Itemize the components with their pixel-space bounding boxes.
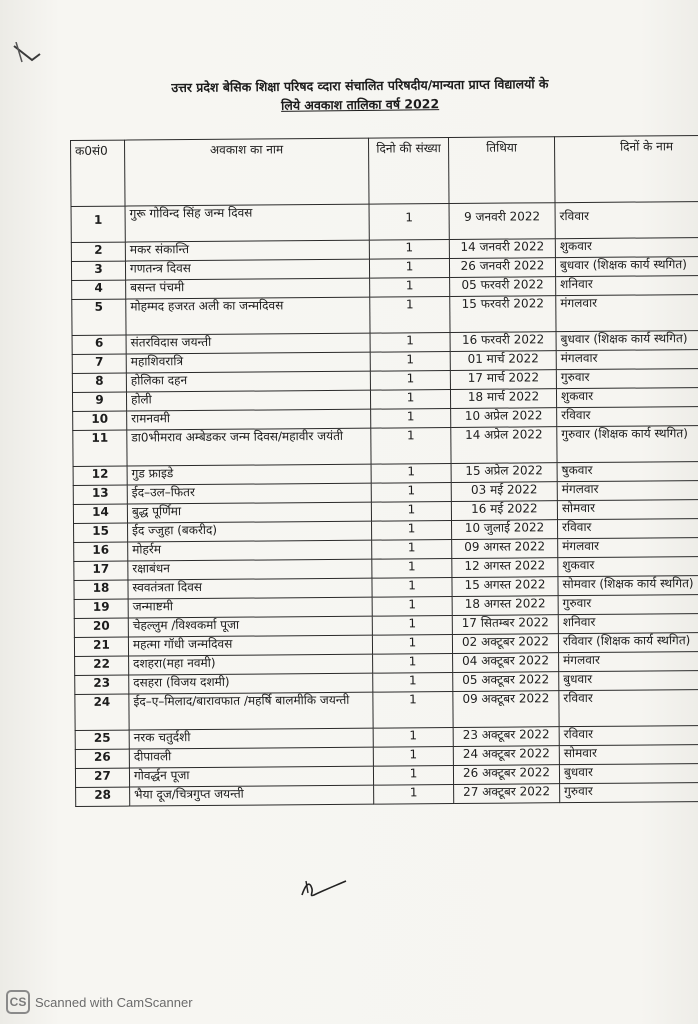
day-name-cell: शुकवार (556, 387, 698, 407)
corner-ink-mark (12, 42, 42, 68)
serial-number-cell: 25 (75, 730, 129, 749)
camscanner-text: Scanned with CamScanner (35, 994, 193, 1010)
date-cell: 15 अगस्त 2022 (452, 577, 558, 597)
serial-number-cell: 26 (75, 749, 129, 768)
days-count-cell: 1 (371, 428, 451, 465)
holiday-name-cell: होलिका दहन (126, 371, 370, 392)
date-cell: 01 मार्च 2022 (450, 351, 556, 371)
days-count-cell: 1 (372, 540, 452, 560)
serial-number-cell: 16 (74, 542, 128, 561)
days-count-cell: 1 (372, 521, 452, 541)
date-cell: 18 अगस्त 2022 (452, 596, 558, 616)
days-count-cell: 1 (370, 390, 450, 410)
date-cell: 04 अक्टूबर 2022 (453, 653, 559, 673)
day-name-cell: रविवार (557, 518, 698, 538)
day-name-cell: शुकवार (555, 237, 698, 257)
date-cell: 09 अक्टूबर 2022 (453, 691, 559, 728)
date-cell: 05 फरवरी 2022 (450, 277, 556, 297)
days-count-cell: 1 (370, 371, 450, 391)
holiday-name-cell: दसहरा (विजय दशमी) (129, 673, 373, 694)
date-cell: 16 मई 2022 (451, 501, 557, 521)
days-count-cell: 1 (372, 635, 452, 655)
holiday-name-cell: महाशिवरात्रि (126, 352, 370, 373)
serial-number-cell: 18 (74, 580, 128, 599)
date-cell: 9 जनवरी 2022 (449, 203, 555, 240)
table-row (75, 689, 698, 730)
serial-number-cell: 28 (76, 787, 130, 806)
day-name-cell: सोमवार (559, 744, 698, 764)
table-row (73, 425, 698, 466)
date-cell: 27 अक्टूबर 2022 (454, 784, 560, 804)
holiday-name-cell: मकर संकान्ति (125, 240, 369, 261)
day-name-cell: सोमवार (557, 499, 698, 519)
date-cell: 18 मार्च 2022 (450, 389, 556, 409)
holiday-name-cell: रक्षाबंधन (128, 559, 372, 580)
serial-number-cell: 2 (71, 242, 125, 261)
date-cell: 14 जनवरी 2022 (449, 239, 555, 259)
holiday-table (70, 135, 698, 807)
title-line-1: उत्तर प्रदेश बेसिक शिक्षा परिषद व्दारा संचालित परिषदीय/मान्यता प्राप्त विद्यालयों के (171, 76, 549, 95)
table-row (71, 201, 698, 242)
serial-number-cell: 1 (71, 206, 125, 242)
day-name-cell: रविवार (557, 406, 698, 426)
holiday-name-cell: रामनवमी (127, 409, 371, 430)
holiday-name-cell: गुड फ्राइडे (127, 464, 371, 485)
day-name-cell: बुधवार (559, 670, 698, 690)
serial-number-cell: 24 (75, 694, 129, 730)
holiday-name-cell: स्ववतंत्रता दिवस (128, 578, 372, 599)
holiday-name-cell: ईद–उल–फितर (127, 483, 371, 504)
serial-number-cell: 22 (75, 656, 129, 675)
holiday-name-cell: संतरविदास जयन्ती (126, 333, 370, 354)
day-name-cell: बुधवार (559, 763, 698, 783)
holiday-name-cell: ईद ज्जुहा (बकरीद) (128, 521, 372, 542)
date-cell: 16 फरवरी 2022 (450, 332, 556, 352)
days-count-cell: 1 (372, 578, 452, 598)
holiday-name-cell: चेहल्लुम /विश्वकर्मा पूजा (128, 616, 372, 637)
holiday-name-cell: महत्मा गॉधी जन्मदिवस (128, 635, 372, 656)
date-cell: 02 अक्टूबर 2022 (452, 634, 558, 654)
serial-number-cell: 23 (75, 675, 129, 694)
days-count-cell: 1 (370, 278, 450, 298)
serial-number-cell: 3 (71, 261, 125, 280)
serial-number-cell: 14 (73, 504, 127, 523)
day-name-cell: गुरुवार (560, 782, 698, 802)
date-cell: 26 अक्टूबर 2022 (453, 765, 559, 785)
header-dates: तिथिया (448, 137, 555, 204)
day-name-cell: गुरुवार (558, 594, 698, 614)
holiday-name-cell: भैया दूज/चित्रगुप्त जयन्ती (130, 785, 374, 806)
serial-number-cell: 15 (74, 523, 128, 542)
date-cell: 12 अगस्त 2022 (452, 558, 558, 578)
serial-number-cell: 11 (73, 430, 127, 466)
serial-number-cell: 20 (74, 618, 128, 637)
serial-number-cell: 27 (75, 768, 129, 787)
holiday-table-body (71, 201, 698, 806)
table-header-row (71, 135, 698, 206)
date-cell: 17 सितम्बर 2022 (452, 615, 558, 635)
day-name-cell: मंगलवार (559, 651, 698, 671)
days-count-cell: 1 (371, 483, 451, 503)
days-count-cell: 1 (370, 297, 450, 334)
day-name-cell: मंगलवार (556, 294, 698, 331)
serial-number-cell: 5 (72, 299, 126, 335)
signature-mark (296, 875, 350, 901)
holiday-name-cell: डा0भीमराव अम्बेडकर जन्म दिवस/महावीर जयंती (127, 428, 371, 466)
days-count-cell: 1 (371, 502, 451, 522)
day-name-cell: रविवार (559, 725, 698, 745)
title-line-2: लिये अवकाश तालिका वर्ष 2022 (280, 96, 440, 113)
holiday-name-cell: मोहर्रम (128, 540, 372, 561)
holiday-name-cell: दशहरा(महा नवमी) (129, 654, 373, 675)
date-cell: 03 मई 2022 (451, 482, 557, 502)
day-name-cell: शुकवार (558, 556, 698, 576)
document-title (100, 73, 620, 116)
days-count-cell: 1 (370, 333, 450, 353)
holiday-name-cell: नरक चतुर्दशी (129, 728, 373, 749)
days-count-cell: 1 (369, 204, 449, 241)
day-name-cell: रविवार (शिक्षक कार्य स्थगित) (558, 632, 698, 652)
day-name-cell: मंगलवार (556, 349, 698, 369)
date-cell: 10 जुलाई 2022 (452, 520, 558, 540)
serial-number-cell: 12 (73, 466, 127, 485)
date-cell: 15 फरवरी 2022 (450, 296, 556, 333)
days-count-cell: 1 (373, 654, 453, 674)
header-days-count: दिनो की संख्या (368, 138, 449, 205)
days-count-cell: 1 (373, 692, 453, 729)
day-name-cell: मंगलवार (557, 480, 698, 500)
serial-number-cell: 13 (73, 485, 127, 504)
holiday-name-cell: बसन्त पंचमी (126, 278, 370, 299)
day-name-cell: रविवार (559, 689, 698, 726)
date-cell: 10 अप्रेल 2022 (451, 408, 557, 428)
serial-number-cell: 8 (72, 373, 126, 392)
header-day-names: दिनों के नाम (554, 135, 698, 202)
date-cell: 17 मार्च 2022 (450, 370, 556, 390)
holiday-name-cell: गुरू गोविन्द सिंह जन्म दिवस (125, 204, 369, 242)
days-count-cell: 1 (372, 616, 452, 636)
day-name-cell: मंगलवार (558, 537, 698, 557)
days-count-cell: 1 (370, 352, 450, 372)
serial-number-cell: 4 (72, 280, 126, 299)
holiday-name-cell: ईद–ए–मिलाद/बारावफात /महर्षि बालमीकि जयन्ती (129, 692, 373, 730)
day-name-cell: बुधवार (शिक्षक कार्य स्थगित) (555, 256, 698, 276)
holiday-name-cell: बुद्ध पूर्णिमा (127, 502, 371, 523)
camscanner-watermark (6, 990, 193, 1014)
date-cell: 24 अक्टूबर 2022 (453, 746, 559, 766)
day-name-cell: शनिवार (556, 275, 698, 295)
serial-number-cell: 6 (72, 335, 126, 354)
table-row (76, 782, 698, 806)
camscanner-logo-icon: CS (6, 990, 30, 1014)
days-count-cell: 1 (369, 240, 449, 260)
holiday-name-cell: जन्माष्टमी (128, 597, 372, 618)
date-cell: 26 जनवरी 2022 (449, 258, 555, 278)
day-name-cell: रविवार (555, 201, 698, 238)
days-count-cell: 1 (372, 559, 452, 579)
serial-number-cell: 7 (72, 354, 126, 373)
days-count-cell: 1 (372, 597, 452, 617)
date-cell: 15 अप्रेल 2022 (451, 463, 557, 483)
serial-number-cell: 17 (74, 561, 128, 580)
date-cell: 14 अप्रेल 2022 (451, 427, 557, 464)
holiday-name-cell: होली (126, 390, 370, 411)
day-name-cell: बुधवार (शिक्षक कार्य स्थगित) (556, 330, 698, 350)
holiday-name-cell: दीपावली (129, 747, 373, 768)
date-cell: 05 अक्टूबर 2022 (453, 672, 559, 692)
serial-number-cell: 19 (74, 599, 128, 618)
days-count-cell: 1 (373, 728, 453, 748)
date-cell: 09 अगस्त 2022 (452, 539, 558, 559)
days-count-cell: 1 (374, 785, 454, 805)
days-count-cell: 1 (373, 673, 453, 693)
header-serial-number: क0सं0 (71, 140, 126, 206)
day-name-cell: शनिवार (558, 613, 698, 633)
holiday-name-cell: मोहम्मद हजरत अली का जन्मदिवस (126, 297, 370, 335)
holiday-name-cell: गणतन्त्र दिवस (125, 259, 369, 280)
days-count-cell: 1 (369, 259, 449, 279)
table-row (72, 294, 698, 335)
holiday-name-cell: गोवर्द्धन पूजा (129, 766, 373, 787)
days-count-cell: 1 (373, 747, 453, 767)
day-name-cell: षुकवार (557, 461, 698, 481)
days-count-cell: 1 (371, 464, 451, 484)
serial-number-cell: 10 (73, 411, 127, 430)
serial-number-cell: 21 (74, 637, 128, 656)
days-count-cell: 1 (371, 409, 451, 429)
day-name-cell: गुरुवार (556, 368, 698, 388)
day-name-cell: सोमवार (शिक्षक कार्य स्थगित) (558, 575, 698, 595)
serial-number-cell: 9 (72, 392, 126, 411)
header-holiday-name: अवकाश का नाम (125, 138, 370, 206)
day-name-cell: गुरुवार (शिक्षक कार्य स्थगित) (557, 425, 698, 462)
days-count-cell: 1 (373, 766, 453, 786)
date-cell: 23 अक्टूबर 2022 (453, 727, 559, 747)
